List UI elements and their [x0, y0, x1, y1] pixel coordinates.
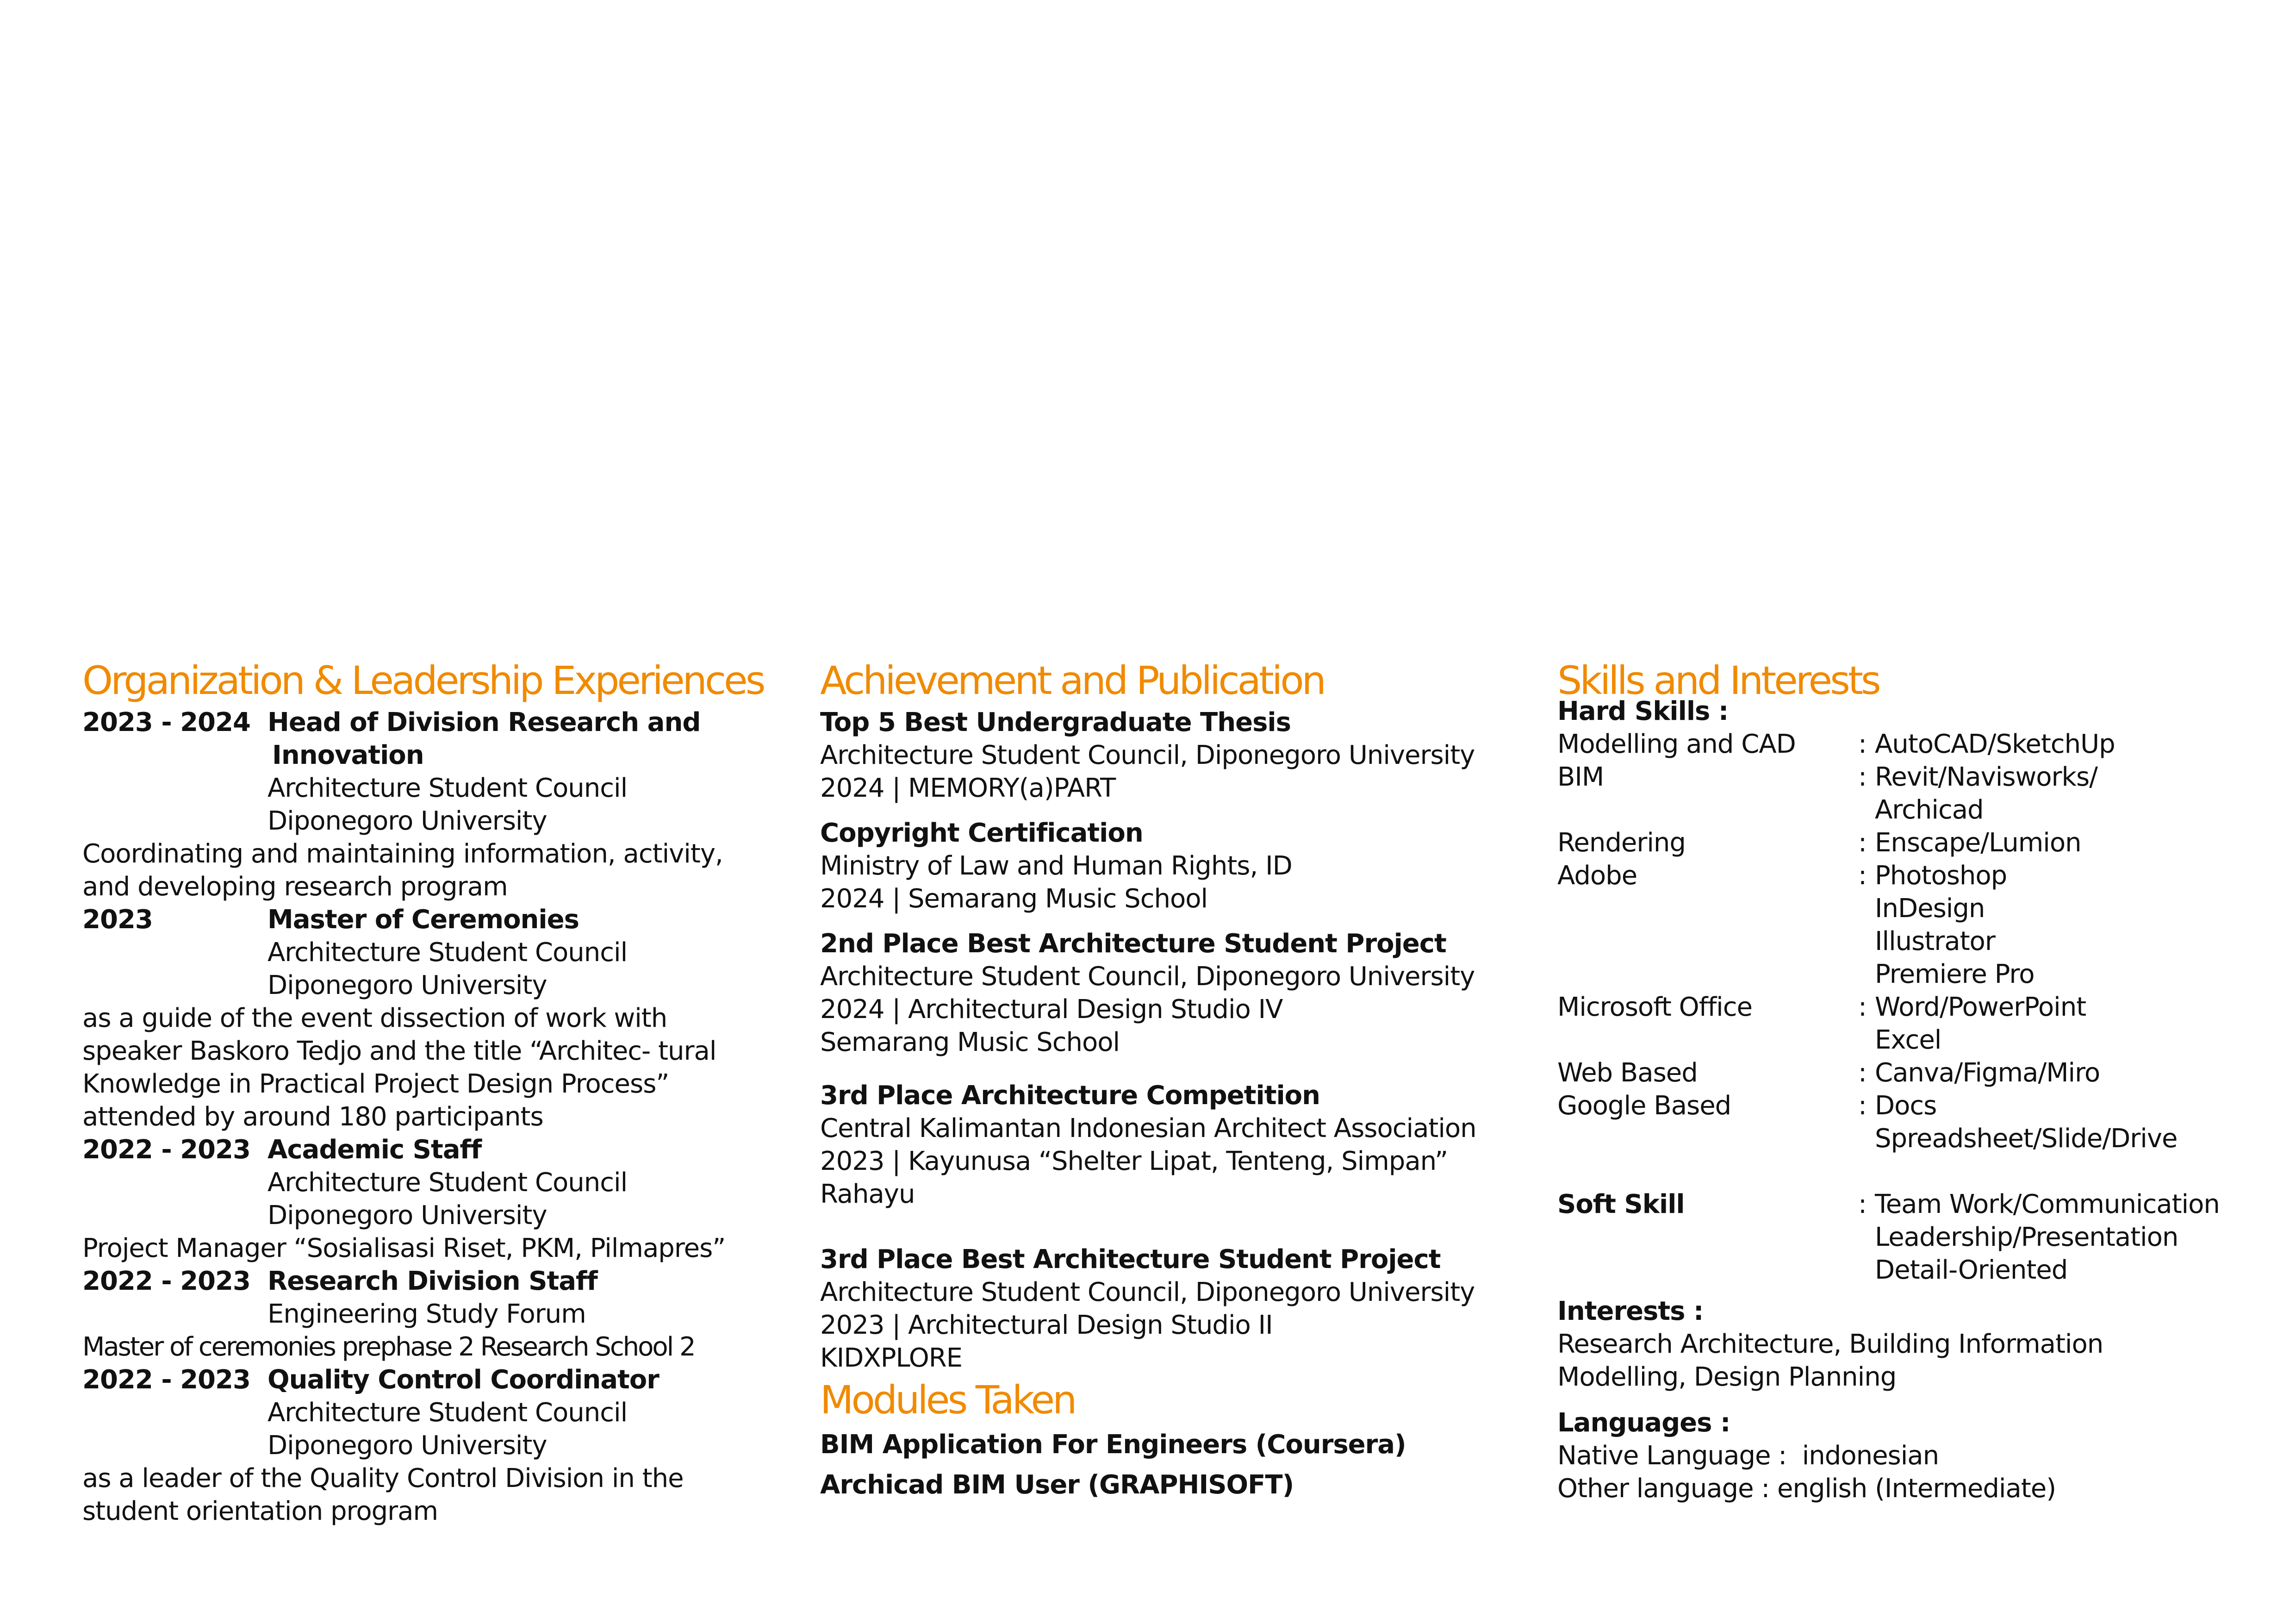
achievement-org: Architecture Student Council, Diponegoro University	[820, 740, 1475, 770]
section-heading-skills: Skills and Interests	[1557, 658, 1879, 703]
entry-description: as a guide of the event dissection of work with speaker Baskoro Tedjo and the title “Architec- tural Knowledge in Practical Project Design Process” attended by around 180 participants	[82, 1003, 716, 1132]
language-other: Other language : english (Intermediate)	[1557, 1474, 2056, 1504]
achievement-item	[820, 706, 1533, 805]
entry-description: Master of ceremonies prephase 2 Research School 2	[82, 1332, 695, 1362]
experience-entry	[82, 1363, 777, 1528]
entry-description: as a leader of the Quality Control Division in the student orientation program	[82, 1463, 684, 1526]
skill-label: Rendering	[1557, 828, 1686, 858]
skill-row	[1557, 826, 2279, 859]
skill-label: Modelling and CAD	[1557, 729, 1796, 759]
skill-label: Microsoft Office	[1557, 992, 1752, 1022]
skill-value: Canva/Figma/Miro	[1875, 1058, 2100, 1088]
achievement-title: Copyright Certification	[820, 818, 1143, 848]
hard-skills-label: Hard Skills :	[1557, 696, 1729, 726]
skill-value: AutoCAD/SketchUp	[1875, 729, 2115, 759]
skill-value: Archicad	[1875, 795, 1984, 825]
achievement-item	[820, 1243, 1533, 1374]
achievement-column	[820, 655, 1533, 1501]
skill-colon: :	[1858, 762, 1867, 792]
achievement-item	[820, 817, 1533, 915]
achievement-org: Ministry of Law and Human Rights, ID	[820, 851, 1292, 881]
skill-label: Google Based	[1557, 1091, 1731, 1121]
entry-description: Coordinating and maintaining information, activity, and developing research program	[82, 839, 723, 902]
entry-year: 2022 - 2023	[82, 1135, 250, 1165]
entry-title-cont: Innovation	[272, 740, 424, 770]
skill-colon: :	[1858, 828, 1867, 858]
interests-line: Research Architecture, Building Information	[1557, 1329, 2103, 1359]
achievement-title: 3rd Place Architecture Competition	[820, 1081, 1320, 1111]
entry-org-2: Diponegoro University	[268, 970, 547, 1000]
entry-year: 2022 - 2023	[82, 1266, 250, 1296]
achievement-item	[820, 1079, 1533, 1211]
skill-label: BIM	[1557, 762, 1604, 792]
skill-values	[1875, 761, 2097, 826]
skill-value: Photoshop	[1875, 861, 2007, 891]
soft-skill-label: Soft Skill	[1557, 1189, 1685, 1219]
spacer	[1557, 1155, 2279, 1188]
entry-org-2: Diponegoro University	[268, 806, 547, 836]
module-item: Archicad BIM User (GRAPHISOFT)	[820, 1470, 1294, 1500]
soft-skill-row	[1557, 1188, 2279, 1287]
hard-skills-block	[1557, 695, 2279, 1505]
entry-title: Academic Staff	[268, 1135, 482, 1165]
skill-values	[1875, 728, 2115, 761]
skill-row	[1557, 1089, 2279, 1155]
achievement-project: KIDXPLORE	[820, 1343, 963, 1373]
achievement-item	[820, 927, 1533, 1059]
skill-values	[1875, 991, 2086, 1056]
skill-values	[1875, 1089, 2177, 1155]
achievement-detail: 2024 | Architectural Design Studio IV	[820, 994, 1283, 1024]
skill-label: Adobe	[1557, 861, 1637, 891]
skill-row	[1557, 1056, 2279, 1089]
achievement-title: 3rd Place Best Architecture Student Project	[820, 1244, 1441, 1274]
module-item: BIM Application For Engineers (Coursera)	[820, 1430, 1406, 1460]
achievement-org: Architecture Student Council, Diponegoro University	[820, 1277, 1475, 1307]
entry-year: 2023	[82, 905, 153, 935]
achievement-title: 2nd Place Best Architecture Student Project	[820, 929, 1446, 959]
skill-colon: :	[1858, 1189, 1867, 1219]
skill-values	[1875, 826, 2081, 859]
skill-colon: :	[1858, 1091, 1867, 1121]
entry-title: Research Division Staff	[268, 1266, 597, 1296]
entry-org: Architecture Student Council	[268, 1398, 628, 1428]
section-heading-achievement: Achievement and Publication	[820, 658, 1324, 703]
experience-entry	[82, 706, 777, 903]
soft-skill-value: Leadership/Presentation	[1875, 1222, 2178, 1252]
entry-org: Engineering Study Forum	[268, 1299, 586, 1329]
entry-title: Head of Division Research and	[268, 707, 701, 737]
interests-label: Interests :	[1557, 1296, 1704, 1326]
skill-value: InDesign	[1875, 893, 1985, 924]
skill-label: Web Based	[1557, 1058, 1698, 1088]
interests-line: Modelling, Design Planning	[1557, 1362, 1897, 1392]
languages-label: Languages :	[1557, 1408, 1730, 1438]
skill-value: Enscape/Lumion	[1875, 828, 2081, 858]
achievement-detail: 2024 | Semarang Music School	[820, 884, 1208, 914]
achievement-org: Architecture Student Council, Diponegoro University	[820, 962, 1475, 992]
entry-year: 2023 - 2024	[82, 707, 250, 737]
achievement-project: Semarang Music School	[820, 1027, 1120, 1057]
experience-entry	[82, 1265, 777, 1363]
entry-year: 2022 - 2023	[82, 1365, 250, 1395]
experience-entry	[82, 1133, 777, 1265]
experience-entry	[82, 903, 777, 1133]
skill-value: Word/PowerPoint	[1875, 992, 2086, 1022]
entry-title: Master of Ceremonies	[268, 905, 579, 935]
skill-colon: :	[1858, 1058, 1867, 1088]
skill-values	[1875, 859, 2034, 991]
soft-skill-value: Team Work/Communication	[1875, 1189, 2220, 1219]
soft-skill-value: Detail-Oriented	[1875, 1255, 2068, 1285]
skill-value: Revit/Navisworks/	[1875, 762, 2098, 792]
achievement-project: Rahayu	[820, 1179, 915, 1209]
soft-skill-values	[1875, 1188, 2220, 1287]
entry-org: Architecture Student Council	[268, 773, 628, 803]
entry-description: Project Manager “Sosialisasi Riset, PKM, Pilmapres”	[82, 1233, 726, 1263]
achievement-detail: 2023 | Kayunusa “Shelter Lipat, Tenteng, Simpan”	[820, 1146, 1448, 1176]
section-heading-organization: Organization & Leadership Experiences	[82, 658, 764, 703]
achievement-org: Central Kalimantan Indonesian Architect Association	[820, 1113, 1476, 1143]
skill-value: Illustrator	[1875, 926, 1995, 956]
skill-value: Excel	[1875, 1025, 1941, 1055]
entry-org-2: Diponegoro University	[268, 1200, 547, 1230]
skills-column	[1557, 655, 2279, 1505]
language-native: Native Language : indonesian	[1557, 1441, 1939, 1471]
skill-row	[1557, 991, 2279, 1056]
skill-row	[1557, 761, 2279, 826]
skill-values	[1875, 1056, 2100, 1089]
skill-value: Docs	[1875, 1091, 1937, 1121]
achievement-title: Top 5 Best Undergraduate Thesis	[820, 707, 1291, 737]
skill-row	[1557, 728, 2279, 761]
skill-row	[1557, 859, 2279, 991]
skill-colon: :	[1858, 861, 1867, 891]
entry-org-2: Diponegoro University	[268, 1430, 547, 1461]
achievement-detail: 2024 | MEMORY(a)PART	[820, 773, 1116, 803]
entry-org: Architecture Student Council	[268, 937, 628, 968]
skill-value: Spreadsheet/Slide/Drive	[1875, 1124, 2178, 1154]
skill-value: Premiere Pro	[1875, 959, 2035, 989]
section-heading-modules: Modules Taken	[820, 1377, 1075, 1423]
skill-colon: :	[1858, 729, 1867, 759]
entry-org: Architecture Student Council	[268, 1168, 628, 1198]
entry-title: Quality Control Coordinator	[268, 1365, 659, 1395]
skill-colon: :	[1858, 992, 1867, 1022]
organization-column	[82, 655, 777, 1528]
achievement-detail: 2023 | Architectural Design Studio II	[820, 1310, 1273, 1340]
